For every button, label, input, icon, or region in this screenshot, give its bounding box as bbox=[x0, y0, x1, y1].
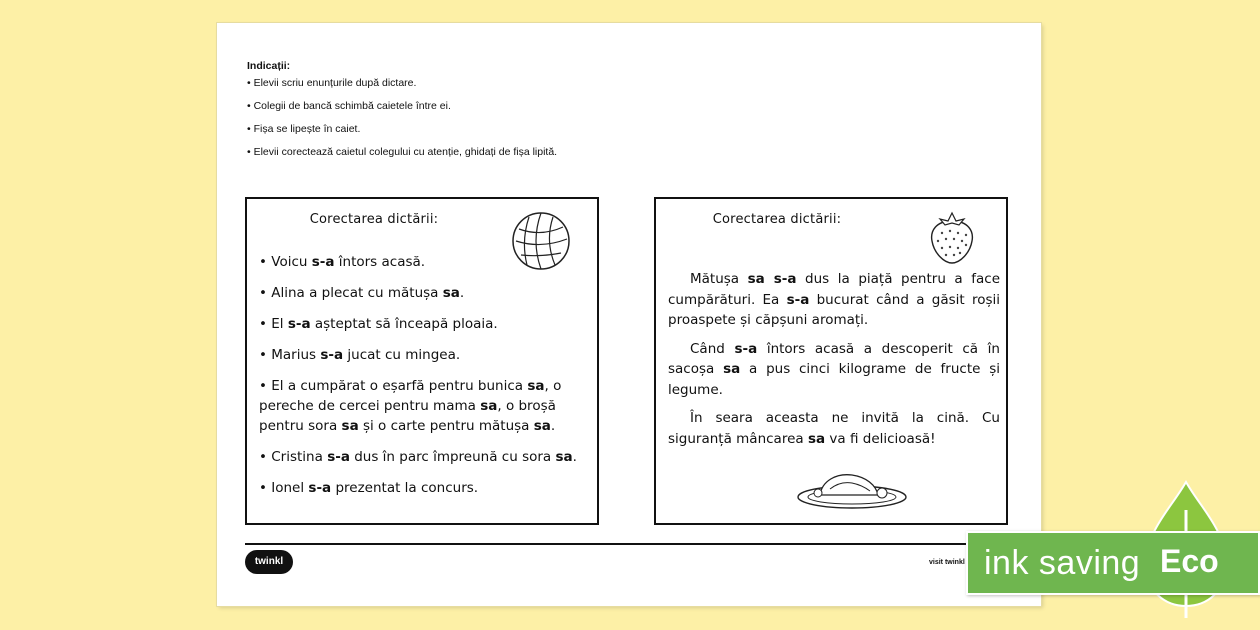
text: . bbox=[550, 418, 556, 434]
eco-badge-text: Eco bbox=[1160, 543, 1219, 579]
text: , o broșă pentru sora bbox=[259, 398, 556, 434]
list-item bbox=[259, 376, 589, 436]
paragraph bbox=[668, 408, 1000, 449]
list-item bbox=[259, 283, 589, 303]
strawberry-icon bbox=[926, 209, 978, 265]
text: • Marius bbox=[259, 347, 321, 363]
bold-word: s-a bbox=[327, 449, 350, 465]
footer-divider bbox=[245, 543, 1035, 545]
instruction-item: • Colegii de bancă schimbă caietele între ei. bbox=[247, 100, 451, 112]
paragraph bbox=[668, 339, 1000, 401]
list-item bbox=[259, 314, 589, 334]
text: și o carte pentru mătușa bbox=[358, 418, 534, 434]
bold-word: sa bbox=[442, 285, 460, 301]
dictation-card-right bbox=[654, 197, 1008, 525]
text: În seara aceasta ne invită la cină. Cu siguranță mâncarea bbox=[668, 410, 1000, 447]
text: • Cristina bbox=[259, 449, 328, 465]
instructions-heading: Indicații: bbox=[247, 60, 291, 72]
sentence-list bbox=[259, 252, 589, 509]
bold-word: sa bbox=[533, 418, 551, 434]
instruction-item: • Elevii scriu enunțurile după dictare. bbox=[247, 77, 417, 89]
twinkl-logo: twinkl bbox=[245, 550, 293, 574]
bold-word: sa bbox=[555, 449, 573, 465]
text: jucat cu mingea. bbox=[343, 347, 461, 363]
food-plate-icon bbox=[796, 469, 908, 511]
paragraph bbox=[668, 269, 1000, 331]
text: întors acasă a descoperit că în sacoșa bbox=[668, 340, 1000, 377]
bold-word: s-a bbox=[786, 291, 810, 308]
text: • Voicu bbox=[259, 254, 312, 270]
bold-word: s-a bbox=[308, 480, 332, 496]
list-item bbox=[259, 447, 589, 467]
bold-word: sa bbox=[480, 398, 498, 414]
bold-word: s-a bbox=[734, 340, 758, 357]
instructions-block bbox=[247, 60, 557, 164]
text: dus la piață pentru a face cumpărături. Ea bbox=[668, 271, 1001, 308]
text: Când bbox=[690, 340, 735, 357]
bold-word: sa bbox=[527, 378, 545, 394]
worksheet-page bbox=[217, 23, 1041, 606]
list-item bbox=[259, 478, 589, 498]
text: • El a cumpărat o eșarfă pentru bunica bbox=[259, 378, 528, 394]
text: • Alina a plecat cu mătușa bbox=[259, 285, 443, 301]
dictation-text bbox=[668, 269, 1000, 457]
bold-word: sa bbox=[807, 430, 826, 447]
bold-word: sa s-a bbox=[747, 271, 797, 287]
bold-word: s-a bbox=[320, 347, 344, 363]
instruction-item: • Fișa se lipește în caiet. bbox=[247, 123, 361, 135]
footer-visit-text: visit twinkl bbox=[929, 559, 965, 566]
text: • Ionel bbox=[259, 480, 309, 496]
bold-word: sa bbox=[341, 418, 359, 434]
card-title: Corectarea dictării: bbox=[309, 212, 439, 227]
instruction-item: • Elevii corectează caietul colegului cu atenție, ghidați de fișa lipită. bbox=[247, 146, 558, 158]
text: a pus cinci kilograme de fructe și legume. bbox=[668, 361, 1000, 398]
text: Mătușa bbox=[690, 271, 748, 287]
bold-word: s-a bbox=[311, 254, 335, 270]
text: . bbox=[459, 285, 465, 301]
text: bucurat când a găsit roșii proaspete și căpșuni aromați. bbox=[668, 291, 1000, 328]
text: , o pereche de cercei pentru mama bbox=[259, 378, 562, 414]
text: dus în parc împreună cu sora bbox=[349, 449, 556, 465]
card-title: Corectarea dictării: bbox=[712, 212, 842, 227]
dictation-card-left bbox=[245, 197, 599, 525]
list-item bbox=[259, 345, 589, 365]
bold-word: sa bbox=[723, 361, 741, 377]
text: va fi delicioasă! bbox=[825, 430, 936, 447]
ink-saving-label: ink saving bbox=[984, 544, 1141, 582]
text: • El bbox=[259, 316, 288, 332]
text: prezentat la concurs. bbox=[331, 480, 479, 496]
text: așteptat să înceapă ploaia. bbox=[310, 316, 498, 332]
text: întors acasă. bbox=[334, 254, 426, 270]
bold-word: s-a bbox=[287, 316, 311, 332]
list-item bbox=[259, 252, 589, 272]
text: . bbox=[572, 449, 577, 465]
